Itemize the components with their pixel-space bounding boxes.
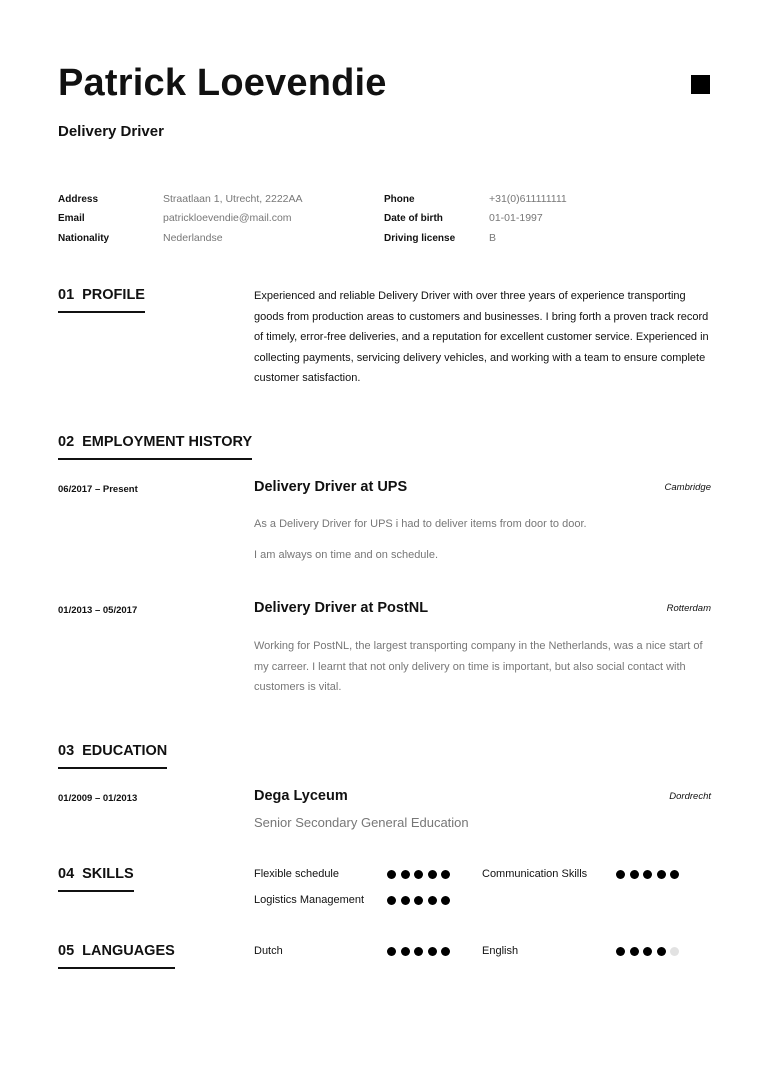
rating-dot-filled-icon — [441, 870, 450, 879]
email-value[interactable]: patrickloevendie@mail.com — [163, 212, 292, 224]
language-rating — [616, 947, 684, 957]
language-name: English — [482, 945, 519, 957]
address-value: Straatlaan 1, Utrecht, 2222AA — [163, 193, 303, 205]
license-label: Driving license — [384, 233, 456, 244]
rating-dot-filled-icon — [441, 947, 450, 956]
rating-dot-filled-icon — [387, 870, 396, 879]
rating-dot-filled-icon — [616, 947, 625, 956]
section-title-languages — [58, 943, 175, 969]
skill-name: Flexible schedule — [254, 868, 339, 880]
rating-dot-filled-icon — [630, 870, 639, 879]
rating-dot-filled-icon — [401, 896, 410, 905]
rating-dot-filled-icon — [441, 896, 450, 905]
section-number: 04 — [58, 866, 75, 882]
skill-rating — [616, 870, 684, 880]
section-number: 05 — [58, 943, 75, 959]
section-title-employment — [58, 434, 252, 460]
rating-dot-filled-icon — [630, 947, 639, 956]
employment-title: Delivery Driver at PostNL — [254, 600, 429, 616]
nationality-label: Nationality — [58, 233, 110, 244]
rating-dot-filled-icon — [616, 870, 625, 879]
rating-dot-filled-icon — [657, 870, 666, 879]
section-label: LANGUAGES — [82, 943, 175, 959]
skill-rating — [387, 870, 455, 880]
language-rating — [387, 947, 455, 957]
employment-title: Delivery Driver at UPS — [254, 479, 408, 495]
language-name: Dutch — [254, 945, 283, 957]
rating-dot-filled-icon — [643, 870, 652, 879]
section-number: 02 — [58, 434, 75, 450]
profile-text: Experienced and reliable Delivery Driver with over three years of experience transporting goods from production areas to customers and businesses. I bring forth a proven track record of timely, error-free deliveries, and a reputation for excellent customer service. Experienced in collecting payments, servicing delivery vehicles, and working with a team to ensure complete customer satisfaction. — [254, 290, 709, 385]
employment-dates: 06/2017 – Present — [58, 484, 138, 495]
phone-label: Phone — [384, 194, 415, 205]
section-title-skills — [58, 866, 134, 892]
rating-dot-filled-icon — [414, 947, 423, 956]
rating-dot-filled-icon — [670, 870, 679, 879]
dob-label: Date of birth — [384, 213, 443, 224]
employment-description: I am always on time and on schedule. — [254, 549, 439, 561]
section-label: PROFILE — [82, 287, 145, 303]
skill-name: Communication Skills — [482, 868, 588, 880]
education-dates: 01/2009 – 01/2013 — [58, 793, 138, 804]
rating-dot-filled-icon — [428, 870, 437, 879]
candidate-name: Patrick Loevendie — [58, 62, 387, 104]
rating-dot-filled-icon — [428, 947, 437, 956]
degree-text: Senior Secondary General Education — [254, 815, 469, 830]
employment-description: Working for PostNL, the largest transporting company in the Netherlands, was a nice start of my carreer. I learnt that not only delivery on time is important, but also social contact with customers is vital. — [254, 640, 703, 694]
section-label: EDUCATION — [82, 743, 168, 759]
rating-dot-filled-icon — [643, 947, 652, 956]
section-number: 03 — [58, 743, 75, 759]
rating-dot-filled-icon — [401, 870, 410, 879]
nationality-value: Nederlandse — [163, 232, 223, 244]
section-number: 01 — [58, 287, 75, 303]
employment-city: Cambridge — [664, 482, 711, 493]
decorative-square-icon — [691, 75, 710, 94]
address-label: Address — [58, 194, 99, 205]
rating-dot-empty-icon — [670, 947, 679, 956]
license-value: B — [489, 232, 497, 244]
rating-dot-filled-icon — [387, 947, 396, 956]
skill-rating — [387, 896, 455, 906]
employment-dates: 01/2013 – 05/2017 — [58, 605, 138, 616]
skill-name: Logistics Management — [254, 894, 365, 906]
section-title-education — [58, 743, 167, 769]
employment-description: As a Delivery Driver for UPS i had to deliver items from door to door. — [254, 518, 587, 530]
rating-dot-filled-icon — [428, 896, 437, 905]
section-title-profile — [58, 287, 145, 313]
school-name: Dega Lyceum — [254, 788, 348, 804]
education-city: Dordrecht — [669, 791, 711, 802]
employment-city: Rotterdam — [666, 603, 711, 614]
job-title: Delivery Driver — [58, 123, 164, 140]
section-label: EMPLOYMENT HISTORY — [82, 434, 253, 450]
dob-value: 01-01-1997 — [489, 212, 543, 224]
email-label: Email — [58, 213, 85, 224]
rating-dot-filled-icon — [414, 870, 423, 879]
rating-dot-filled-icon — [657, 947, 666, 956]
rating-dot-filled-icon — [387, 896, 396, 905]
rating-dot-filled-icon — [401, 947, 410, 956]
phone-value: +31(0)611111111 — [489, 193, 567, 205]
rating-dot-filled-icon — [414, 896, 423, 905]
section-label: SKILLS — [82, 866, 134, 882]
